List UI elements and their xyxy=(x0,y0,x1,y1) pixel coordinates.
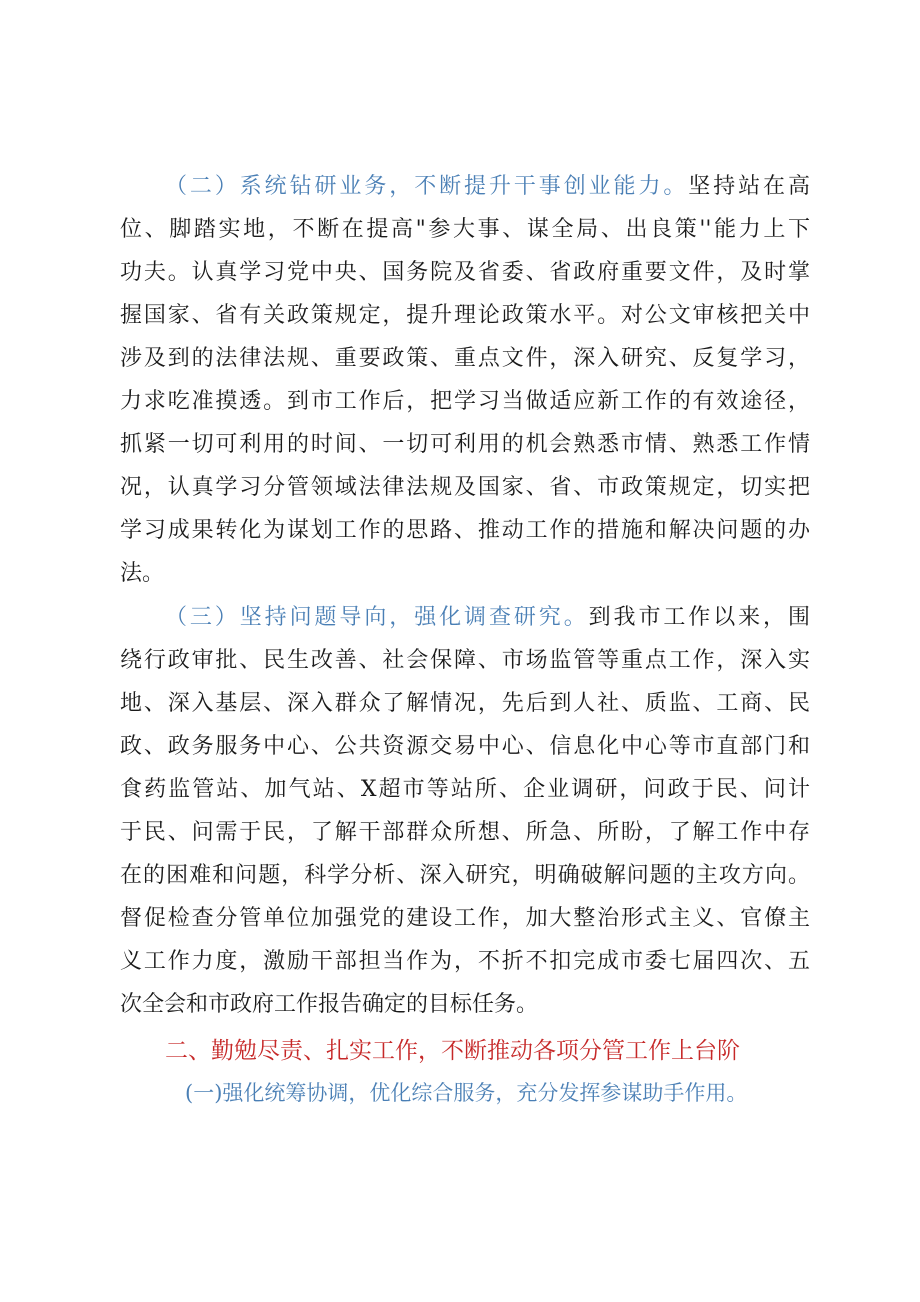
section2-line: 学习成果转化为谋划工作的思路、推动工作的措施和解决问题的办 xyxy=(120,518,810,543)
section2-line: 功夫。认真学习党中央、国务院及省委、省政府重要文件，及时掌 xyxy=(120,260,810,285)
section2-line: 涉及到的法律法规、重要政策、重点文件，深入研究、反复学习， xyxy=(120,346,810,371)
section2-heading: （二）系统钻研业务，不断提升干事创业能力。 xyxy=(165,174,689,199)
section3-heading: （三）坚持问题导向，强化调查研究。 xyxy=(165,605,589,630)
section3-line: 次全会和市政府工作报告确定的目标任务。 xyxy=(120,992,539,1017)
section3-line: 政、政务服务中心、公共资源交易中心、信息化中心等市直部门和 xyxy=(120,734,810,759)
section2-line: 力求吃准摸透。到市工作后，把学习当做适应新工作的有效途径， xyxy=(120,389,810,414)
part2-subheading: (一)强化统筹协调，优化综合服务，充分发挥参谋助手作用。 xyxy=(185,1081,748,1105)
part2-heading: 二、勤勉尽责、扎实工作，不断推动各项分管工作上台阶 xyxy=(165,1038,740,1064)
section3-line: 督促检查分管单位加强党的建设工作，加大整治形式主义、官僚主 xyxy=(120,906,810,931)
section2-line: 况，认真学习分管领域法律法规及国家、省、市政策规定，切实把 xyxy=(120,475,810,500)
section3-first-line xyxy=(165,603,810,633)
section2-line: 位、脚踏实地，不断在提高"参大事、谋全局、出良策''能力上下 xyxy=(120,217,810,242)
section3-line: 于民、问需于民，了解干部群众所想、所急、所盼，了解工作中存 xyxy=(120,820,810,845)
section2-line: 握国家、省有关政策规定，提升理论政策水平。对公文审核把关中 xyxy=(120,303,810,328)
section3-first-line-rest: 到我市工作以来，围 xyxy=(588,605,810,630)
section3-line: 地、深入基层、深入群众了解情况，先后到人社、质监、工商、民 xyxy=(120,691,810,716)
section2-first-line xyxy=(165,172,810,202)
section2-line: 法。 xyxy=(120,561,165,586)
section3-line: 食药监管站、加气站、X超市等站所、企业调研，问政于民、问计 xyxy=(120,777,810,802)
section2-line: 抓紧一切可利用的时间、一切可利用的机会熟悉市情、熟悉工作情 xyxy=(120,432,810,457)
section3-line: 义工作力度，激励干部担当作为，不折不扣完成市委七届四次、五 xyxy=(120,949,810,974)
section2-first-line-rest: 坚持站在高 xyxy=(688,174,810,199)
section3-line: 在的困难和问题，科学分析、深入研究，明确破解问题的主攻方向。 xyxy=(120,863,810,888)
section3-line: 绕行政审批、民生改善、社会保障、市场监管等重点工作，深入实 xyxy=(120,648,810,673)
